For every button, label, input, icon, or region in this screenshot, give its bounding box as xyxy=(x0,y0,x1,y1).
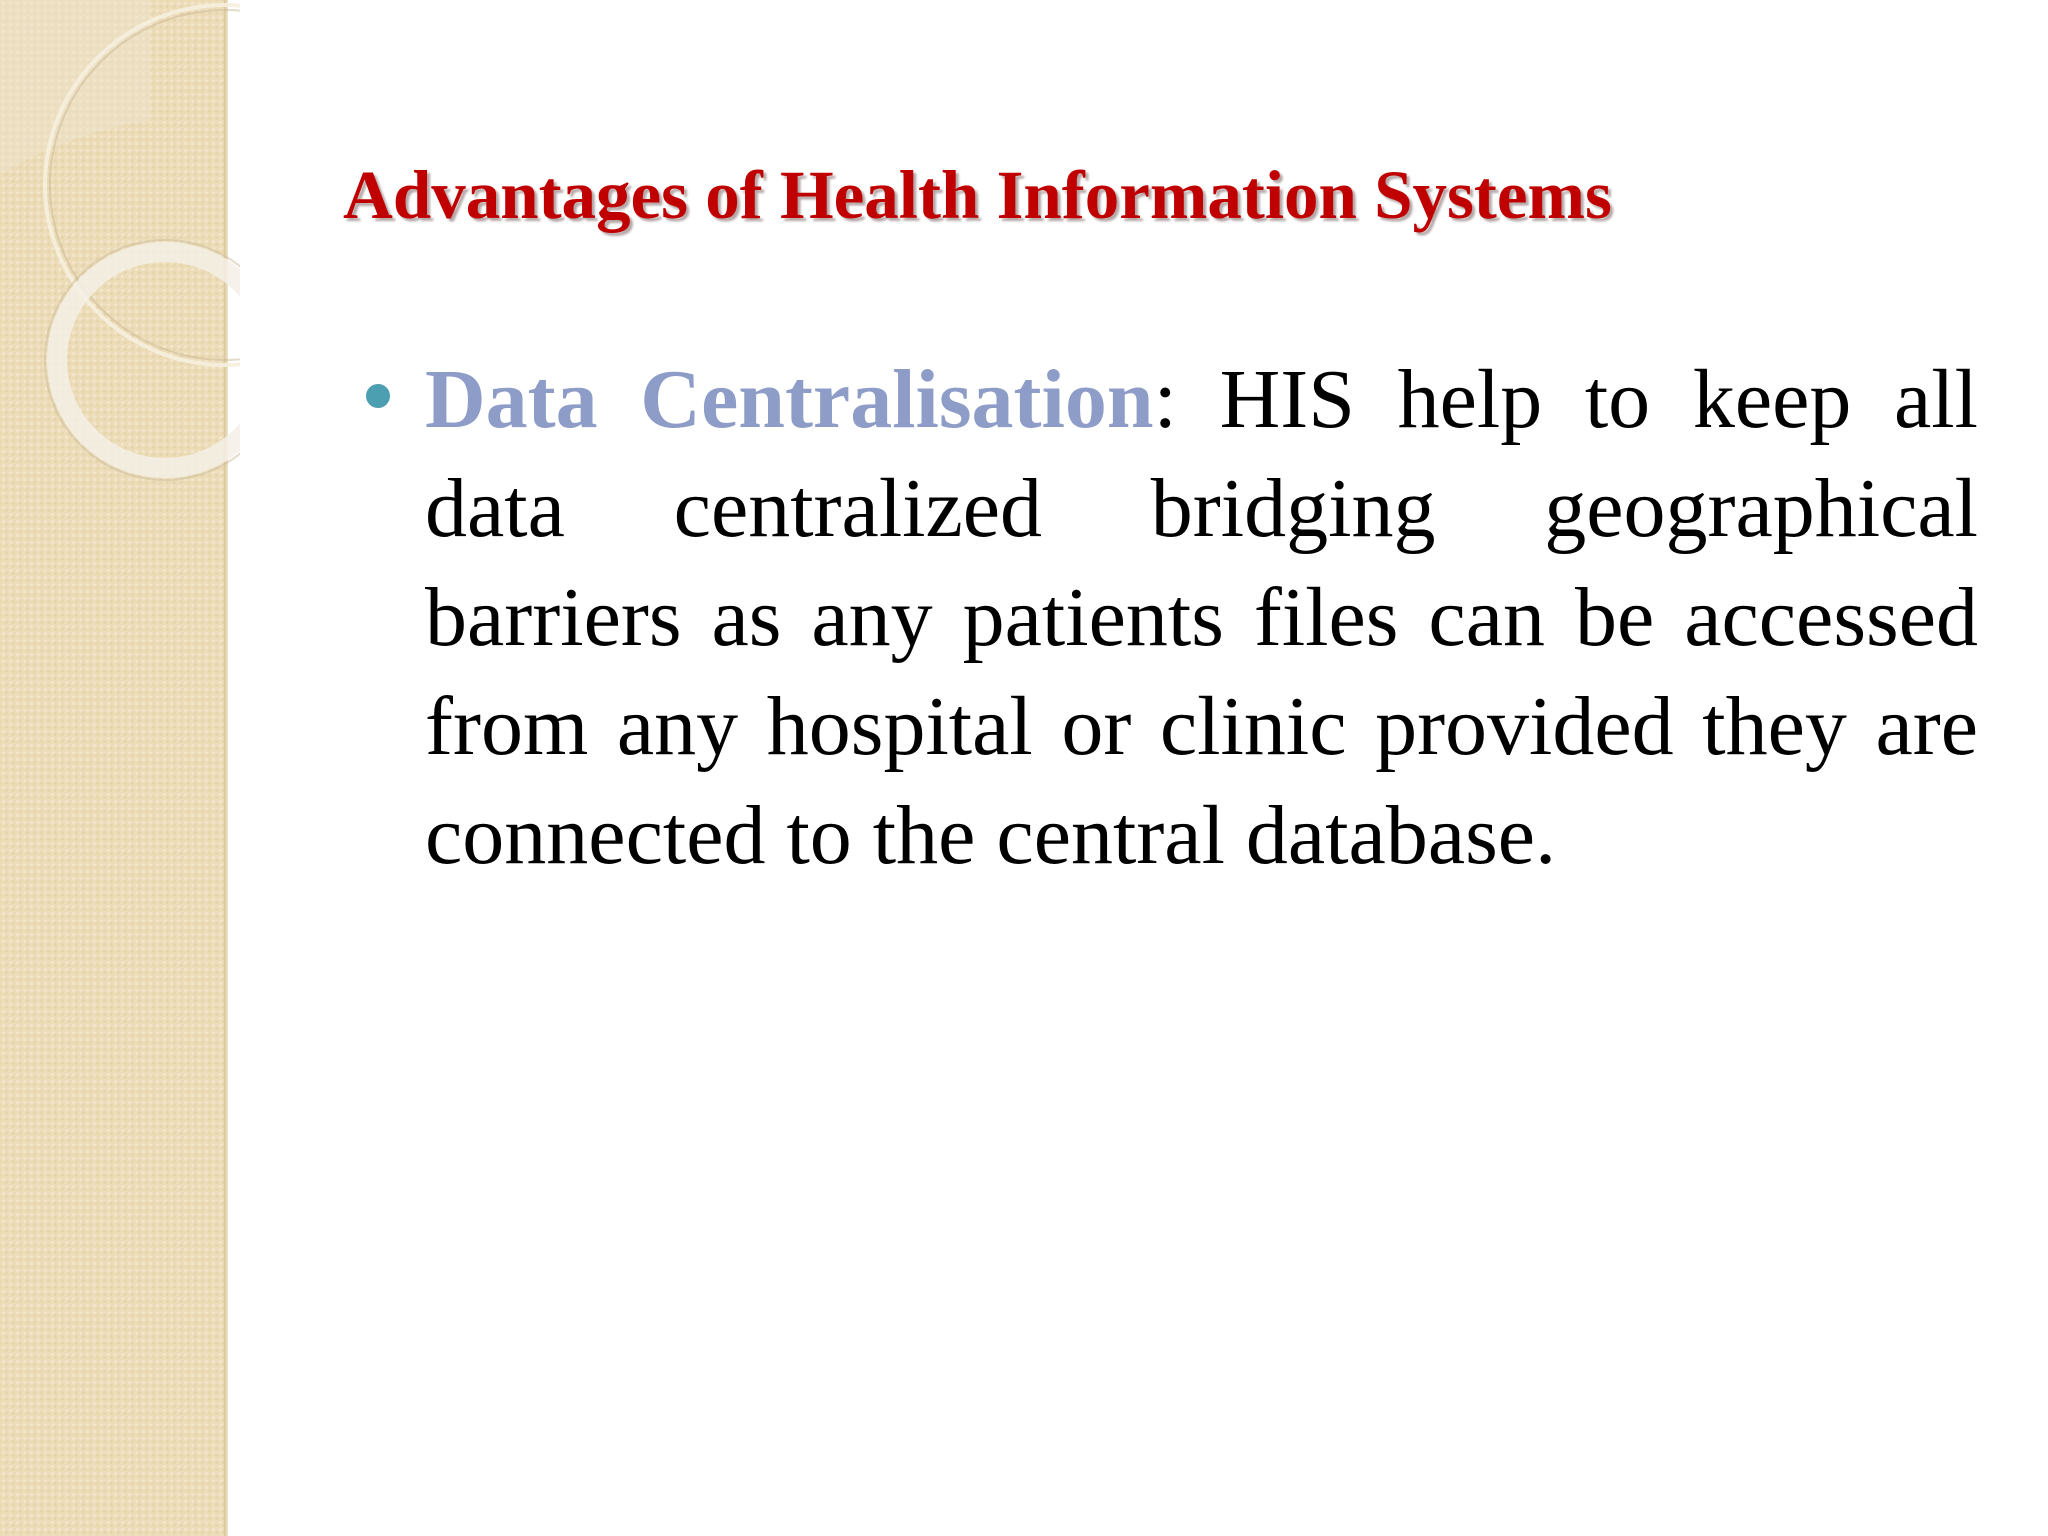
side-band-edge xyxy=(224,0,228,1536)
slide-title: Advantages of Health Information Systems xyxy=(343,157,1612,233)
bullet-paragraph xyxy=(425,345,1978,890)
bullet-text: HIS help to keep all data centralized bridging geographical barriers as any patients files can be accessed from any hospital or clinic provided they are connected to the central database. xyxy=(425,353,1978,882)
bullet-dot-icon xyxy=(366,384,390,408)
bullet-term: Data Centralisation xyxy=(425,353,1154,446)
bullet-separator: : xyxy=(1153,353,1220,446)
decorative-side-band xyxy=(0,0,226,1536)
